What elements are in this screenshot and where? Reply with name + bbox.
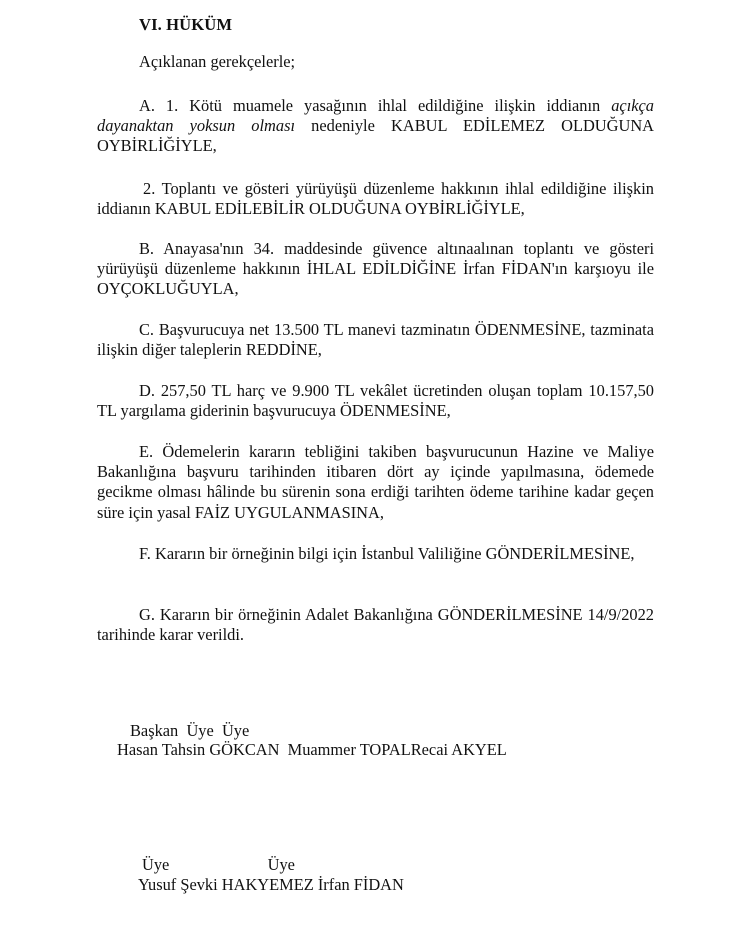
section-heading: VI. HÜKÜM [139, 15, 233, 34]
ruling-item-a1 [97, 96, 654, 157]
ruling-item-a1-suffix: nedeniyle KABUL EDİLEMEZ OLDUĞUNA OYBİRLİĞİYLE, [97, 116, 654, 156]
ruling-item-a1-italic: açıkça dayanaktan yoksun olması [97, 96, 654, 136]
ruling-item-g: G. Kararın bir örneğinin Adalet Bakanlığına GÖNDERİLMESİNE 14/9/2022 tarihinde karar verildi. [97, 605, 654, 645]
ruling-item-e: E. Ödemelerin kararın tebliğini takiben başvurucunun Hazine ve Maliye Bakanlığına başvuru tarihinden itibaren dört ay içinde yapılmasına, ödemede gecikme olması hâlinde bu sürenin sona erdiği tarihten ödeme tarihine kadar geçen süre için yasal FAİZ UYGULANMASINA, [97, 442, 654, 522]
intro-paragraph: Açıklanan gerekçelerle; [139, 52, 296, 71]
signature-titles-row-1: Başkan Üye Üye [130, 721, 250, 740]
signature-names-row-2: Yusuf Şevki HAKYEMEZ İrfan FİDAN [138, 875, 404, 894]
ruling-item-d: D. 257,50 TL harç ve 9.900 TL vekâlet ücretinden oluşan toplam 10.157,50 TL yargılama giderinin başvurucuya ÖDENMESİNE, [97, 381, 654, 421]
ruling-item-c: C. Başvurucuya net 13.500 TL manevi tazminatın ÖDENMESİNE, tazminata ilişkin diğer taleplerin REDDİNE, [97, 320, 654, 360]
ruling-item-f: F. Kararın bir örneğinin bilgi için İstanbul Valiliğine GÖNDERİLMESİNE, [139, 544, 635, 563]
signature-names-row-1: Hasan Tahsin GÖKCAN Muammer TOPALRecai AKYEL [117, 740, 507, 759]
ruling-item-a1-text: A. 1. Kötü muamele yasağının ihlal edildiğine ilişkin iddianın [139, 96, 612, 115]
ruling-item-b: B. Anayasa'nın 34. maddesinde güvence altınaalınan toplantı ve gösteri yürüyüşü düzenleme hakkının İHLAL EDİLDİĞİNE İrfan FİDAN'ın karşıoyu ile OYÇOKLUĞUYLA, [97, 239, 654, 299]
ruling-item-a2: 2. Toplantı ve gösteri yürüyüşü düzenleme hakkının ihlal edildiğine ilişkin iddianın KABUL EDİLEBİLİR OLDUĞUNA OYBİRLİĞİYLE, [97, 179, 654, 219]
signature-titles-row-2: Üye Üye [142, 855, 295, 874]
